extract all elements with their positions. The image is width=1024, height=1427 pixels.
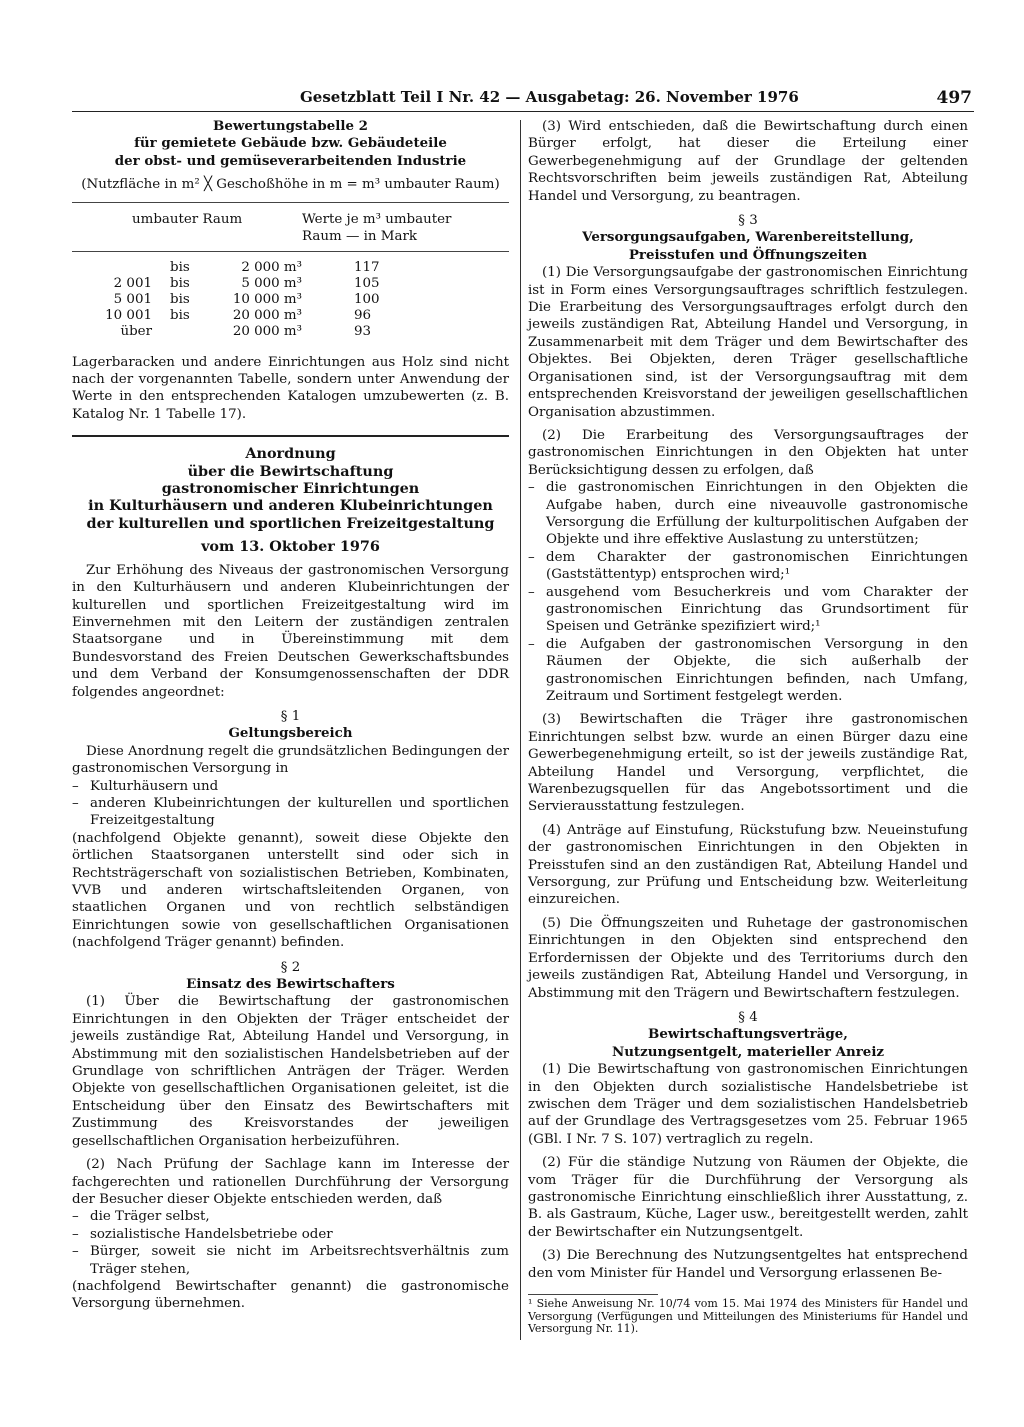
table-cell-value: 96 [354, 307, 372, 323]
table-cell-op [152, 324, 210, 340]
list-item-text: die Träger selbst, [90, 1209, 210, 1225]
table-cell-op: bis [170, 259, 190, 275]
table-title: für gemietete Gebäude bzw. Gebäudeteile [134, 135, 447, 152]
table-col-head-werte-2: Raum — in Mark [302, 228, 417, 244]
table-cell-to: 2 000 m³ [241, 259, 302, 275]
table-cell-op: bis [170, 307, 190, 323]
ordinance-title: gastronomischer Einrichtungen [161, 480, 420, 498]
paragraph: (nachfolgend Bewirtschafter genannt) die gastronomische Versorgung übernehmen. [72, 1278, 509, 1312]
section-title: Bewirtschaftungsverträge, [648, 1026, 848, 1043]
page-number: 497 [936, 88, 972, 108]
ordinance-title: Anordnung [245, 445, 336, 463]
table-note: Lagerbaracken und andere Einrichtungen aus Holz sind nicht nach der vorgenannten Tabelle, sondern unter Anwendung der Werte in den entsprechenden Katalogen umzubewerten (z. B. Katalog Nr. 1 Tabelle 17). [72, 354, 509, 422]
section-title: Einsatz des Bewirtschafters [186, 976, 395, 993]
table-cell-from [72, 260, 152, 276]
footnote-rule [528, 1294, 658, 1295]
table-row [72, 276, 509, 292]
paragraph: (2) Für die ständige Nutzung von Räumen der Objekte, die vom Träger für die Durchführung der Versorgung als gastronomische Einrichtung einschließlich ihrer Ausstattung, z. B. als Gastraum, Küche, Lager usw., bereitgestellt werden, zahlt der Bewirtschafter ein Nutzungsentgelt. [528, 1155, 968, 1240]
table-cell-from: 5 001 [113, 291, 152, 307]
table-cell-value: 105 [354, 275, 380, 291]
list-item-text: dem Charakter der gastronomischen Einrichtungen (Gaststättentyp) entsprochen wird;¹ [546, 549, 968, 583]
header-title: Gesetzblatt Teil I Nr. 42 — Ausgabetag: 26. November 1976 [300, 88, 799, 106]
table-title: Bewertungstabelle 2 [213, 118, 368, 134]
section-sign: § 3 [738, 213, 758, 229]
table-cell-to: 20 000 m³ [232, 323, 302, 339]
section-title: Versorgungsaufgaben, Warenbereitstellung, [582, 229, 914, 246]
table-cell-value: 100 [354, 291, 380, 307]
list-item-text: ausgehend vom Besucherkreis und vom Charakter der gastronomischen Einrichtung das Grundsortiment für Speisen und Getränke spezifiziert wird;¹ [546, 584, 968, 635]
section-sign: § 2 [280, 959, 301, 975]
list-item: – ausgehend vom Besucherkreis und vom Charakter der gastronomischen Einrichtung das Grundsortiment für Speisen und Getränke spezifiziert wird;¹ [528, 584, 968, 635]
preamble: Zur Erhöhung des Niveaus der gastronomischen Versorgung in den Kulturhäusern und anderen Klubeinrichtungen der kulturellen und sportlichen Freizeitgestaltung wird im Einvernehmen mit den Leitern der zuständigen zentralen Staatsorgane und in Übereinstimmung mit dem Bundesvorstand des Freien Deutschen Gewerkschaftsbundes und dem Verband der Konsumgenossenschaften der DDR folgendes angeordnet: [72, 562, 509, 700]
list-item: – dem Charakter der gastronomischen Einrichtungen (Gaststättentyp) entsprochen wird;¹ [528, 549, 968, 583]
list-item: – Bürger, soweit sie nicht im Arbeitsrechtsverhältnis zum Träger stehen, [72, 1244, 509, 1277]
section-title: Nutzungsentgelt, materieller Anreiz [611, 1043, 885, 1060]
paragraph: (1) Die Versorgungsaufgabe der gastronomischen Einrichtung ist in Form eines Versorgungsauftrages schriftlich festzulegen. Die Erarbeitung des Versorgungsauftrages erfolgt durch den jeweils zuständigen Rat, Abteilung Handel und Versorgung, in Zusammenarbeit mit dem Träger und dem Bewirtschafter des Objektes. Bei Objekten, deren Träger gesellschaftliche Organisationen sind, ist der Versorgungsauftrag mit dem entsprechenden Kreisvorstand der jeweiligen gesellschaftlichen Organisation abzustimmen. [528, 265, 968, 420]
header-rule [72, 111, 974, 112]
ordinance-title: in Kulturhäusern und anderen Klubeinrichtungen [88, 497, 493, 515]
list-item-text: Bürger, soweit sie nicht im Arbeitsrechtsverhältnis zum Träger stehen, [90, 1244, 509, 1277]
table-cell-to: 10 000 m³ [232, 291, 302, 307]
list-item: – die Aufgaben der gastronomischen Versorgung in den Räumen der Objekte, die sich außerhalb der gastronomischen Einrichtungen befinden, nach Umfang, Zeitraum und Sortiment festgelegt werden. [528, 636, 968, 704]
table-col-head-raum: umbauter Raum [132, 211, 243, 227]
section-sign: § 4 [738, 1009, 758, 1025]
paragraph: (3) Bewirtschaften die Träger ihre gastronomischen Einrichtungen selbst bzw. wurde an einen Bürger dazu eine Gewerbegenehmigung erteilt, so ist der jeweils zuständige Rat, Abteilung Handel und Versorgung, verpflichtet, die Warenbezugsquellen für das Angebotssortiment und die Servierausstattung festzulegen. [528, 712, 968, 815]
table-col-head-werte-1: Werte je m³ umbauter [302, 211, 452, 227]
paragraph: (4) Anträge auf Einstufung, Rückstufung bzw. Neueinstufung der gastronomischen Einrichtungen in den Objekten in Preisstufen sind an den zuständigen Rat, Abteilung Handel und Versorgung, zur Prüfung und Entscheidung bzw. Weiterleitung einzureichen. [528, 822, 968, 908]
table-row [72, 260, 509, 276]
paragraph: (3) Wird entschieden, daß die Bewirtschaftung durch einen Bürger erfolgt, hat dieser die Erteilung einer Gewerbegenehmigung auf der Grundlage der geltenden Rechtsvorschriften beim jeweils zuständigen Rat, Abteilung Handel und Versorgung, zu beantragen. [528, 119, 968, 204]
paragraph: (1) Über die Bewirtschaftung der gastronomischen Einrichtungen in den Objekten der Träger entscheidet der jeweils zuständige Rat, Abteilung Handel und Versorgung, in Abstimmung mit den sozialistischen Handelsbetrieben auf der Grundlage von schriftlichen Anträgen der Träger. Werden Objekte von gesellschaftlichen Organisationen geleitet, ist die Entscheidung über den Einsatz des Bewirtschafters mit Zustimmung des Kreisvorstandes der jeweiligen gesellschaftlichen Organisation herbeizuführen. [72, 994, 509, 1149]
table-title: der obst- und gemüseverarbeitenden Industrie [114, 152, 467, 169]
paragraph: (1) Die Bewirtschaftung von gastronomischen Einrichtungen in den Objekten durch sozialistische Handelsbetriebe ist zwischen dem Träger und dem sozialistischen Handelsbetrieb auf der Grundlage des Vertragsgesetzes vom 25. Februar 1965 (GBl. I Nr. 7 S. 107) vertraglich zu regeln. [528, 1062, 968, 1147]
page-header [72, 88, 972, 106]
table-row [72, 292, 509, 308]
paragraph: (2) Die Erarbeitung des Versorgungsauftrages der gastronomischen Einrichtungen in den Objekten hat unter Berücksichtigung dessen zu erfolgen, daß [528, 427, 968, 478]
left-column [72, 118, 509, 1313]
list-item: – sozialistische Handelsbetriebe oder [72, 1226, 509, 1243]
section-rule [72, 435, 509, 437]
ordinance-title: über die Bewirtschaftung [187, 462, 394, 480]
list-item-text: die Aufgaben der gastronomischen Versorgung in den Räumen der Objekte, die sich außerhalb der gastronomischen Einrichtungen befinden, nach Umfang, Zeitraum und Sortiment festgelegt werden. [546, 636, 968, 704]
table-cell-from: 10 001 [105, 307, 152, 323]
paragraph: (5) Die Öffnungszeiten und Ruhetage der gastronomischen Einrichtungen in den Objekten sind entsprechend den Erfordernissen der Objekte und des Territoriums durch den jeweils zuständigen Rat, Abteilung Handel und Versorgung, in Abstimmung mit den Trägern und Bewirtschaftern festzulegen. [528, 915, 968, 1001]
list-item-text: Kulturhäusern und [90, 778, 219, 794]
right-column [528, 118, 968, 1336]
paragraph: (nachfolgend Objekte genannt), soweit diese Objekte den örtlichen Staatsorganen unterstellt sind oder sich in Rechtsträgerschaft von sozialistischen Betrieben, Kombinaten, VVB und anderen wirtschaftsleitenden Organen, von staatlichen Organen und von rechtlich selbständigen Einrichtungen sowie von gesellschaftlichen Organisationen (nachfolgend Träger genannt) befinden. [72, 830, 509, 951]
list-item-text: die gastronomischen Einrichtungen in den Objekten die Aufgabe haben, durch eine niveauvolle gastronomische Versorgung die Erfüllung der kulturpolitischen Aufgaben der Objekte und ihre effektive Auslastung zu unterstützen; [546, 480, 968, 548]
paragraph: (3) Die Berechnung des Nutzungsentgeltes hat entsprechend den vom Minister für Handel und Versorgung erlassenen Be- [528, 1248, 968, 1281]
table-cell-value: 117 [354, 259, 380, 275]
table-cell-from: 2 001 [113, 275, 152, 291]
table-row [72, 324, 509, 340]
list-item: – die gastronomischen Einrichtungen in den Objekten die Aufgabe haben, durch eine niveauvolle gastronomische Versorgung die Erfüllung der kulturpolitischen Aufgaben der Objekte und ihre effektive Auslastung zu unterstützen; [528, 480, 968, 548]
table-formula: (Nutzfläche in m² ╳ Geschoßhöhe in m = m³ umbauter Raum) [81, 177, 500, 193]
valuation-table [72, 202, 509, 348]
paragraph: Diese Anordnung regelt die grundsätzlichen Bedingungen der gastronomischen Versorgung in [72, 743, 509, 777]
table-cell-from: über [120, 323, 152, 339]
section-sign: § 1 [280, 708, 301, 724]
list-item: – anderen Klubeinrichtungen der kulturellen und sportlichen Freizeitgestaltung [72, 795, 509, 829]
section-title: Preisstufen und Öffnungszeiten [628, 246, 868, 263]
ordinance-title: der kulturellen und sportlichen Freizeitgestaltung [86, 514, 495, 532]
list-item: – Kulturhäusern und [72, 778, 509, 795]
table-cell-op: bis [170, 291, 190, 307]
table-row [72, 308, 509, 324]
paragraph: (2) Nach Prüfung der Sachlage kann im Interesse der fachgerechten und rationellen Durchführung der Versorgung der Besucher dieser Objekte entschieden werden, daß [72, 1157, 509, 1207]
footnote: ¹ Siehe Anweisung Nr. 10/74 vom 15. Mai 1974 des Ministers für Handel und Versorgung (Verfügungen und Mitteilungen des Ministeriums für Handel und Versorgung Nr. 11). [528, 1297, 968, 1336]
table-cell-value: 93 [354, 323, 372, 339]
table-cell-to: 5 000 m³ [241, 275, 302, 291]
section-title: Geltungsbereich [228, 725, 353, 742]
table-col-head-werte [302, 211, 509, 252]
list-item: – die Träger selbst, [72, 1208, 509, 1225]
ordinance-date: vom 13. Oktober 1976 [201, 538, 380, 556]
list-item-text: anderen Klubeinrichtungen der kulturellen und sportlichen Freizeitgestaltung [90, 795, 509, 829]
list-item-text: sozialistische Handelsbetriebe oder [90, 1226, 333, 1242]
table-cell-to: 20 000 m³ [232, 307, 302, 323]
column-divider [520, 120, 521, 1340]
table-cell-op: bis [170, 275, 190, 291]
